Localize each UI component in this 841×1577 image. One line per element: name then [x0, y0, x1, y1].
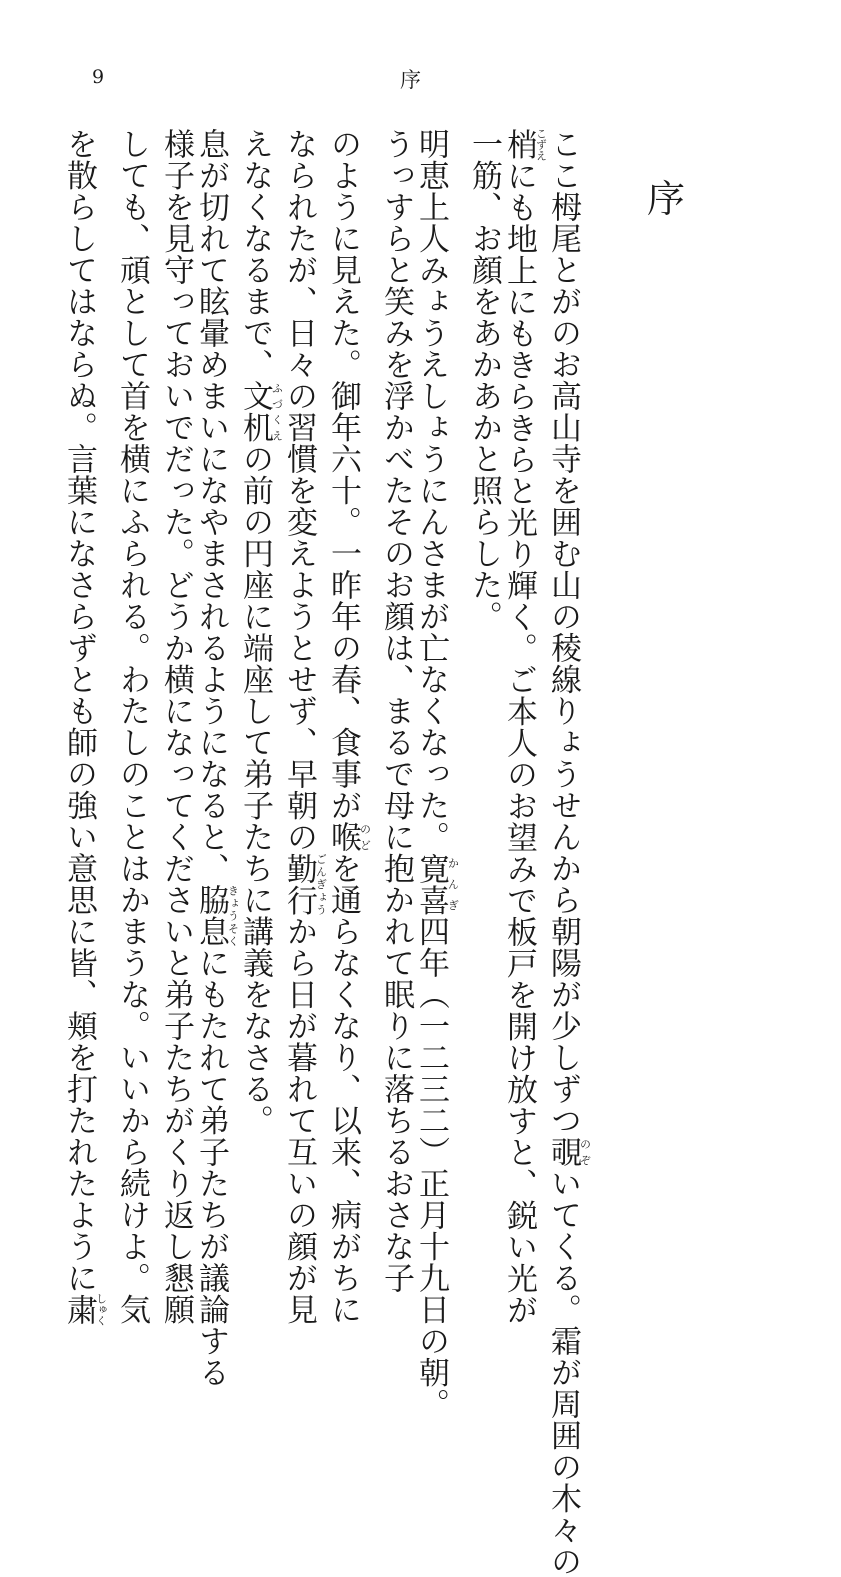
text-column: 息が切れて眩暈めまいになやまされるようになると、脇息きょうそくにもたれて弟子たちが議論する — [193, 128, 240, 1388]
text-column: 明恵上人みょうえしょうにんさまが亡なくなった。寛喜かんぎ四年（一二三二）正月十九日の朝。 — [413, 128, 460, 1420]
text-column: しても、頑として首を横にふられる。わたしのことはかまうな。いいから続けよ。気 — [114, 128, 150, 1325]
furigana-word: 寛喜かんぎ — [413, 852, 460, 916]
furigana-reading: のど — [358, 821, 372, 853]
furigana-word: 梢こずえ — [501, 128, 548, 161]
furigana-reading: しゅく — [94, 1292, 108, 1326]
text-column: なられたが、日々の習慣を変えようとせず、早朝の勤行ごんぎょうから日が暮れて互いの顔が見 — [281, 128, 328, 1325]
furigana-reading: こずえ — [534, 128, 548, 161]
furigana-word: 文机ふづくえ — [237, 380, 284, 443]
text-column: 梢こずえにも地上にもきらきらと光り輝く。ご本人のお望みで板戸を開け放すと、鋭い光が — [501, 128, 548, 1326]
furigana-reading: のぞ — [578, 1136, 592, 1168]
text-column: ここ栂尾とがのお高山寺を囲む山の稜線りょうせんから朝陽が少しずつ覗のぞいてくる。霜が周囲の木々の — [545, 128, 592, 1577]
furigana-word: 脇息きょうそく — [193, 884, 240, 947]
furigana-word: 勤行ごんぎょう — [281, 852, 328, 916]
text-column: 一筋、お顔をあかあかと照らした。 — [466, 128, 502, 632]
chapter-title: 序 — [646, 177, 685, 221]
furigana-reading: ふづくえ — [270, 380, 284, 443]
furigana-reading: きょうそく — [226, 884, 240, 947]
text-column: うっすらと笑みを浮かべたそのお顔は、まるで母に抱かれて眠りに落ちるおさな子 — [378, 128, 414, 1294]
page-number: 9 — [92, 66, 105, 88]
text-column: のように見えた。御年六十。一昨年の春、食事が喉のどを通らなくなり、以来、病がちに — [325, 128, 372, 1325]
furigana-reading: ごんぎょう — [314, 852, 328, 916]
furigana-word: 喉のど — [325, 821, 372, 853]
furigana-word: 粛しゅく — [61, 1292, 108, 1326]
text-column: えなくなるまで、文机ふづくえの前の円座に端座して弟子たちに講義をなさる。 — [237, 128, 284, 1136]
text-column: を散らしてはならぬ。言葉になさらずとも師の強い意思に皆、頬を打たれたように粛しゅく — [61, 128, 108, 1326]
running-head: 序 — [400, 68, 421, 92]
furigana-word: 覗のぞ — [545, 1136, 592, 1168]
furigana-reading: かんぎ — [446, 852, 460, 916]
text-column: 様子を見守っておいでだった。どうか横になってくださいと弟子たちがくり返し懇願 — [158, 128, 194, 1325]
